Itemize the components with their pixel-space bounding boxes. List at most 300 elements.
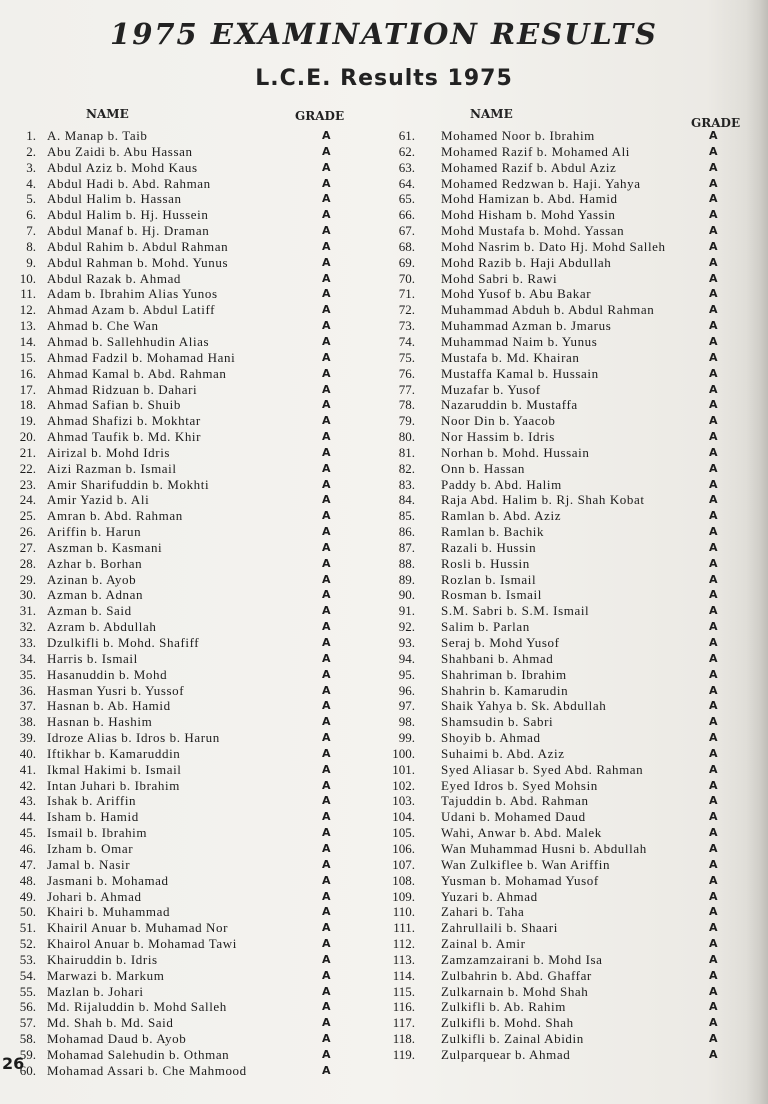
result-number: 59.: [19, 1046, 36, 1062]
result-row: [363, 366, 743, 382]
result-number: 50.: [19, 904, 36, 920]
student-name: Ramlan b. Bachik: [441, 524, 545, 540]
grade-value: A: [322, 160, 331, 174]
student-name: Ikmal Hakimi b. Ismail: [47, 761, 182, 777]
result-row: [363, 984, 743, 1000]
result-number: 96.: [398, 682, 415, 698]
result-row: [0, 1031, 380, 1047]
result-row: [363, 540, 743, 556]
result-row: [363, 667, 743, 683]
result-number: 56.: [19, 999, 36, 1015]
result-number: 85.: [398, 508, 415, 524]
result-row: [0, 587, 380, 603]
result-number: 5.: [26, 191, 36, 207]
grade-value: A: [709, 556, 718, 570]
result-row: [363, 635, 743, 651]
result-number: 97.: [398, 698, 415, 714]
grade-value: A: [322, 1000, 331, 1014]
student-name: Zulkifli b. Zainal Abidin: [441, 1031, 584, 1047]
result-number: 6.: [26, 207, 36, 223]
student-name: S.M. Sabri b. S.M. Ismail: [441, 603, 590, 619]
result-number: 35.: [19, 666, 36, 682]
result-row: [363, 873, 743, 889]
result-row: [0, 477, 380, 493]
result-row: [363, 302, 743, 318]
grade-value: A: [322, 572, 331, 586]
result-number: 18.: [19, 397, 36, 413]
grade-value: A: [322, 509, 331, 523]
result-row: [0, 999, 380, 1015]
student-name: Intan Juhari b. Ibrahim: [47, 777, 180, 793]
student-name: Abdul Halim b. Hassan: [47, 191, 182, 207]
results-column-left: [0, 128, 380, 1079]
result-number: 115.: [392, 983, 415, 999]
result-row: [0, 793, 380, 809]
result-number: 14.: [19, 333, 36, 349]
grade-value: A: [322, 239, 331, 253]
grade-value: A: [322, 303, 331, 317]
student-name: Mohd Mustafa b. Mohd. Yassan: [441, 223, 625, 239]
student-name: A. Manap b. Taib: [47, 128, 148, 143]
result-number: 47.: [19, 856, 36, 872]
student-name: Zulkarnain b. Mohd Shah: [441, 983, 589, 999]
result-number: 88.: [398, 555, 415, 571]
result-number: 81.: [398, 444, 415, 460]
result-number: 87.: [398, 539, 415, 555]
result-number: 27.: [19, 539, 36, 555]
result-row: [0, 889, 380, 905]
result-row: [363, 413, 743, 429]
grade-value: A: [709, 762, 718, 776]
results-column-right: [363, 128, 743, 1063]
student-name: Abdul Rahman b. Mohd. Yunus: [47, 254, 229, 270]
grade-value: A: [709, 1032, 718, 1046]
student-name: Paddy b. Abd. Halim: [441, 476, 562, 492]
result-row: [0, 841, 380, 857]
result-number: 80.: [398, 429, 415, 445]
grade-value: A: [322, 1016, 331, 1030]
result-row: [363, 350, 743, 366]
student-name: Ahmad Kamal b. Abd. Rahman: [47, 365, 227, 381]
result-row: [363, 952, 743, 968]
grade-value: A: [322, 952, 331, 966]
grade-value: A: [709, 1016, 718, 1030]
grade-value: A: [709, 525, 718, 539]
result-row: [0, 714, 380, 730]
result-row: [0, 429, 380, 445]
grade-value: A: [709, 636, 718, 649]
student-name: Ishak b. Ariffin: [47, 793, 137, 809]
result-number: 63.: [398, 159, 415, 175]
student-name: Mohamad Salehudin b. Othman: [47, 1046, 230, 1062]
result-number: 79.: [398, 413, 415, 429]
result-number: 112.: [392, 936, 415, 952]
student-name: Zainal b. Amir: [441, 936, 526, 952]
student-name: Azman b. Adnan: [47, 587, 144, 603]
grade-value: A: [709, 651, 718, 665]
grade-value: A: [709, 968, 718, 982]
result-row: [0, 936, 380, 952]
result-row: [0, 556, 380, 572]
result-row: [363, 461, 743, 477]
result-row: [363, 841, 743, 857]
right-name-header: NAME: [470, 107, 513, 121]
grade-value: A: [709, 509, 718, 523]
result-row: [0, 873, 380, 889]
result-row: [363, 999, 743, 1015]
result-number: 104.: [392, 809, 415, 825]
result-number: 76.: [398, 365, 415, 381]
student-name: Nazaruddin b. Mustaffa: [441, 397, 578, 413]
student-name: Norhan b. Mohd. Hussain: [441, 444, 590, 460]
grade-value: A: [322, 905, 331, 919]
student-name: Mohamad Daud b. Ayob: [47, 1031, 187, 1047]
grade-value: A: [322, 810, 331, 824]
student-name: Mohd Hamizan b. Abd. Hamid: [441, 191, 618, 207]
grade-value: A: [322, 382, 331, 396]
grade-value: A: [322, 794, 331, 808]
result-number: 116.: [392, 999, 415, 1015]
grade-value: A: [709, 540, 718, 554]
student-name: Ismail b. Ibrahim: [47, 825, 148, 841]
result-number: 110.: [392, 904, 415, 920]
result-row: [0, 461, 380, 477]
result-row: [0, 144, 380, 160]
result-number: 52.: [19, 936, 36, 952]
grade-value: A: [322, 540, 331, 554]
student-name: Abu Zaidi b. Abu Hassan: [47, 143, 193, 159]
result-number: 29.: [19, 571, 36, 587]
grade-value: A: [709, 857, 718, 871]
result-number: 83.: [398, 476, 415, 492]
result-row: [0, 730, 380, 746]
result-number: 60.: [19, 1062, 36, 1078]
result-number: 10.: [19, 270, 36, 286]
result-row: [363, 508, 743, 524]
result-number: 77.: [398, 381, 415, 397]
student-name: Rosli b. Hussin: [441, 555, 530, 571]
student-name: Mohd Nasrim b. Dato Hj. Mohd Salleh: [441, 238, 666, 254]
student-name: Mohamed Razif b. Mohamed Ali: [441, 143, 631, 159]
result-number: 105.: [392, 825, 415, 841]
student-name: Mohd Razib b. Haji Abdullah: [441, 254, 612, 270]
grade-value: A: [709, 160, 718, 174]
student-name: Mohd Sabri b. Rawi: [441, 270, 558, 286]
result-number: 20.: [19, 429, 36, 445]
student-name: Suhaimi b. Abd. Aziz: [441, 745, 565, 761]
grade-value: A: [322, 461, 331, 475]
result-number: 91.: [398, 603, 415, 619]
result-number: 89.: [398, 571, 415, 587]
result-row: [0, 1047, 380, 1063]
result-number: 69.: [398, 254, 415, 270]
result-row: [363, 334, 743, 350]
grade-value: A: [322, 889, 331, 903]
student-name: Hasnan b. Hashim: [47, 714, 153, 730]
student-name: Mohd Hisham b. Mohd Yassin: [441, 207, 616, 223]
student-name: Abdul Halim b. Hj. Hussein: [47, 207, 209, 223]
student-name: Mustaffa Kamal b. Hussain: [441, 365, 599, 381]
result-row: [0, 762, 380, 778]
grade-value: A: [709, 889, 718, 903]
student-name: Iftikhar b. Kamaruddin: [47, 745, 181, 761]
grade-value: A: [322, 762, 331, 776]
student-name: Shamsudin b. Sabri: [441, 714, 554, 730]
result-row: [363, 1031, 743, 1047]
student-name: Raja Abd. Halim b. Rj. Shah Kobat: [441, 492, 645, 508]
grade-value: A: [709, 224, 718, 238]
result-row: [363, 904, 743, 920]
student-name: Ahmad Ridzuan b. Dahari: [47, 381, 198, 397]
grade-value: A: [322, 350, 331, 364]
student-name: Seraj b. Mohd Yusof: [441, 635, 560, 650]
result-number: 99.: [398, 730, 415, 746]
student-name: Muhammad Abduh b. Abdul Rahman: [441, 302, 655, 318]
grade-value: A: [322, 715, 331, 729]
result-row: [0, 857, 380, 873]
student-name: Ahmad Taufik b. Md. Khir: [47, 429, 202, 445]
result-number: 3.: [26, 159, 36, 175]
grade-value: A: [322, 921, 331, 935]
result-number: 40.: [19, 745, 36, 761]
student-name: Abdul Razak b. Ahmad: [47, 270, 182, 286]
result-row: [363, 1015, 743, 1031]
grade-value: A: [709, 303, 718, 317]
result-row: [363, 556, 743, 572]
grade-value: A: [322, 588, 331, 602]
grade-value: A: [709, 445, 718, 459]
student-name: Ramlan b. Abd. Aziz: [441, 508, 562, 524]
result-row: [363, 793, 743, 809]
result-number: 13.: [19, 318, 36, 334]
grade-value: A: [709, 1047, 718, 1061]
result-number: 17.: [19, 381, 36, 397]
result-number: 70.: [398, 270, 415, 286]
result-number: 24.: [19, 492, 36, 508]
grade-value: A: [322, 1063, 331, 1077]
result-row: [0, 667, 380, 683]
grade-value: A: [709, 841, 718, 855]
grade-value: A: [322, 984, 331, 998]
result-number: 7.: [26, 223, 36, 239]
result-number: 1.: [26, 128, 36, 143]
grade-value: A: [709, 715, 718, 729]
grade-value: A: [709, 731, 718, 745]
result-row: [363, 318, 743, 334]
student-name: Onn b. Hassan: [441, 460, 525, 476]
grade-value: A: [322, 556, 331, 570]
result-number: 57.: [19, 1015, 36, 1031]
result-number: 11.: [20, 286, 36, 302]
student-name: Hasman Yusri b. Yussof: [47, 682, 185, 698]
grade-value: A: [709, 794, 718, 808]
grade-value: A: [322, 636, 331, 649]
student-name: Azman b. Said: [47, 603, 132, 619]
result-row: [0, 508, 380, 524]
grade-value: A: [709, 699, 718, 713]
student-name: Eyed Idros b. Syed Mohsin: [441, 777, 598, 793]
grade-value: A: [709, 366, 718, 380]
result-number: 49.: [19, 888, 36, 904]
result-row: [0, 239, 380, 255]
student-name: Zulparquear b. Ahmad: [441, 1046, 571, 1062]
student-name: Mazlan b. Johari: [47, 983, 144, 999]
student-name: Hasanuddin b. Mohd: [47, 666, 168, 682]
result-row: [0, 397, 380, 413]
result-row: [363, 683, 743, 699]
result-number: 86.: [398, 524, 415, 540]
result-number: 23.: [19, 476, 36, 492]
result-number: 39.: [19, 730, 36, 746]
grade-value: A: [322, 176, 331, 190]
grade-value: A: [709, 430, 718, 444]
student-name: Shahriman b. Ibrahim: [441, 666, 567, 682]
result-row: [363, 698, 743, 714]
student-name: Jasmani b. Mohamad: [47, 872, 169, 888]
result-number: 38.: [19, 714, 36, 730]
result-row: [363, 825, 743, 841]
grade-value: A: [709, 192, 718, 206]
student-name: Ahmad Shafizi b. Mokhtar: [47, 413, 201, 429]
grade-value: A: [322, 826, 331, 840]
grade-value: A: [709, 461, 718, 475]
student-name: Udani b. Mohamed Daud: [441, 809, 586, 825]
student-name: Wan Zulkiflee b. Wan Ariffin: [441, 856, 611, 872]
result-row: [363, 176, 743, 192]
result-number: 84.: [398, 492, 415, 508]
grade-value: A: [322, 1032, 331, 1046]
result-number: 102.: [392, 777, 415, 793]
result-row: [0, 809, 380, 825]
grade-value: A: [709, 1000, 718, 1014]
grade-value: A: [322, 525, 331, 539]
result-row: [363, 524, 743, 540]
grade-value: A: [322, 129, 331, 142]
result-number: 65.: [398, 191, 415, 207]
grade-value: A: [709, 287, 718, 301]
result-row: [363, 429, 743, 445]
result-row: [363, 477, 743, 493]
student-name: Amir Sharifuddin b. Mokhti: [47, 476, 210, 492]
student-name: Shahbani b. Ahmad: [441, 650, 554, 666]
student-name: Abdul Aziz b. Mohd Kaus: [47, 159, 198, 175]
result-row: [363, 492, 743, 508]
grade-value: A: [709, 382, 718, 396]
student-name: Abdul Rahim b. Abdul Rahman: [47, 238, 229, 254]
student-name: Harris b. Ismail: [47, 650, 138, 666]
student-name: Zulkifli b. Mohd. Shah: [441, 1015, 574, 1031]
result-number: 44.: [19, 809, 36, 825]
student-name: Zamzamzairani b. Mohd Isa: [441, 951, 603, 967]
result-number: 58.: [19, 1031, 36, 1047]
result-number: 75.: [398, 349, 415, 365]
student-name: Salim b. Parlan: [441, 619, 530, 635]
result-row: [363, 286, 743, 302]
result-row: [363, 619, 743, 635]
result-number: 78.: [398, 397, 415, 413]
result-row: [0, 223, 380, 239]
result-number: 114.: [392, 967, 415, 983]
student-name: Zahrullaili b. Shaari: [441, 920, 558, 936]
grade-value: A: [709, 572, 718, 586]
result-row: [363, 714, 743, 730]
grade-value: A: [709, 129, 718, 142]
student-name: Syed Aliasar b. Syed Abd. Rahman: [441, 761, 644, 777]
student-name: Khairuddin b. Idris: [47, 951, 158, 967]
student-name: Khairol Anuar b. Mohamad Tawi: [47, 936, 237, 952]
result-row: [0, 318, 380, 334]
student-name: Johari b. Ahmad: [47, 888, 142, 904]
result-number: 28.: [19, 555, 36, 571]
grade-value: A: [709, 414, 718, 428]
result-number: 26.: [19, 524, 36, 540]
result-row: [363, 239, 743, 255]
result-number: 108.: [392, 872, 415, 888]
result-row: [0, 603, 380, 619]
result-number: 9.: [26, 254, 36, 270]
result-number: 68.: [398, 238, 415, 254]
grade-value: A: [322, 334, 331, 348]
student-name: Ahmad Fadzil b. Mohamad Hani: [47, 349, 236, 365]
result-number: 54.: [19, 967, 36, 983]
grade-value: A: [709, 683, 718, 697]
result-row: [0, 366, 380, 382]
result-number: 94.: [398, 650, 415, 666]
result-row: [0, 350, 380, 366]
result-number: 117.: [392, 1015, 415, 1031]
result-row: [363, 857, 743, 873]
student-name: Airizal b. Mohd Idris: [47, 444, 171, 460]
result-number: 113.: [392, 951, 415, 967]
grade-value: A: [322, 208, 331, 222]
result-row: [0, 952, 380, 968]
student-name: Zahari b. Taha: [441, 904, 525, 920]
result-number: 107.: [392, 856, 415, 872]
grade-value: A: [709, 746, 718, 760]
result-row: [363, 207, 743, 223]
student-name: Razali b. Hussin: [441, 539, 537, 555]
result-row: [0, 302, 380, 318]
student-name: Shoyib b. Ahmad: [441, 730, 541, 746]
result-number: 53.: [19, 951, 36, 967]
page-number: 26: [2, 1054, 25, 1073]
grade-value: A: [322, 857, 331, 871]
student-name: Marwazi b. Markum: [47, 967, 165, 983]
student-name: Muzafar b. Yusof: [441, 381, 541, 397]
grade-value: A: [709, 334, 718, 348]
grade-value: A: [322, 255, 331, 269]
grade-value: A: [709, 667, 718, 681]
student-name: Mohamed Redzwan b. Haji. Yahya: [441, 175, 641, 191]
page-edge-shadow: [746, 0, 768, 1104]
result-row: [0, 825, 380, 841]
result-number: 61.: [398, 128, 415, 143]
grade-value: A: [322, 224, 331, 238]
grade-value: A: [709, 493, 718, 507]
student-name: Azhar b. Borhan: [47, 555, 143, 571]
student-name: Azinan b. Ayob: [47, 571, 137, 587]
result-row: [363, 144, 743, 160]
result-number: 103.: [392, 793, 415, 809]
result-row: [0, 382, 380, 398]
result-number: 42.: [19, 777, 36, 793]
result-row: [0, 540, 380, 556]
grade-value: A: [709, 271, 718, 285]
student-name: Jamal b. Nasir: [47, 856, 131, 872]
result-row: [363, 572, 743, 588]
result-number: 90.: [398, 587, 415, 603]
result-number: 31.: [19, 603, 36, 619]
